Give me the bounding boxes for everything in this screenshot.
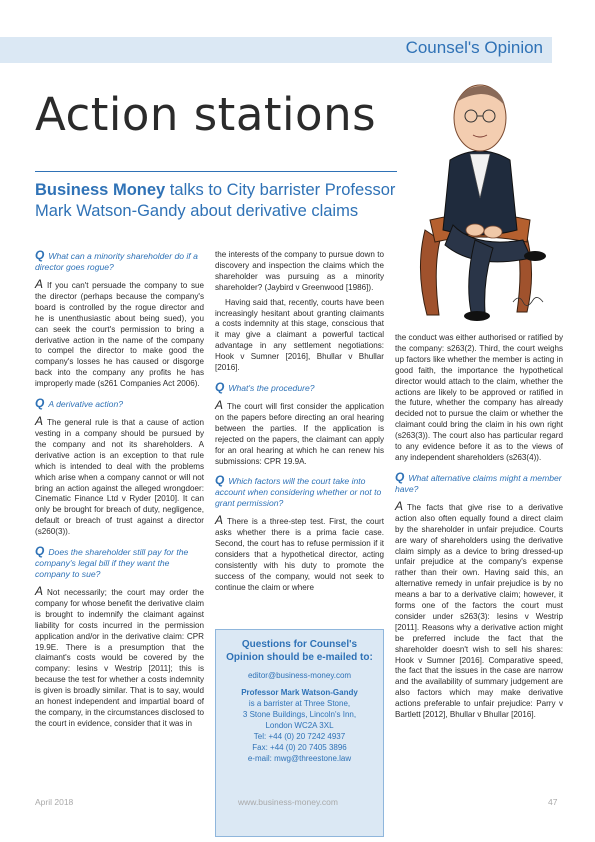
question-marker: Q	[35, 544, 45, 559]
contact-line-2: 3 Stone Buildings, Lincoln's Inn,	[242, 710, 357, 719]
footer-date: April 2018	[35, 797, 74, 807]
standfirst-brand: Business Money	[35, 181, 166, 199]
question-2: Q A derivative action?	[35, 396, 124, 411]
title-divider	[35, 171, 397, 172]
contact-line-3: London WC2A 3XL	[265, 721, 334, 730]
answer-marker: A	[35, 584, 44, 599]
barrister-caricature-illustration	[405, 80, 555, 330]
question-6: Q What alternative claims might a member have?	[395, 469, 562, 494]
standfirst-text: talks to City barrister Professor Mark Watson-Gandy about derivative claims	[35, 181, 396, 220]
question-1: Q What can a minority shareholder do if a director goes rogue?	[35, 248, 198, 272]
answer-4: A The court will first consider the application on the papers before directing an oral hearing between the parties. If the application is rejected on the papers, the claimant can apply for an oral hearing at which he can renew his submissions: CPR 19.9A.	[215, 397, 384, 466]
footer-website[interactable]: www.business-money.com	[238, 797, 338, 807]
question-4: Q What's the procedure?	[215, 379, 315, 394]
question-marker: Q	[35, 248, 45, 262]
column-2	[215, 250, 384, 598]
contact-line-1: is a barrister at Three Stone,	[248, 699, 351, 708]
answer-3: A Not necessarily; the court may order the company for whose benefit the derivative claim is brought to indemnify the claimant against liability for costs incurred in the permission application and/or in the derivative claim: CPR 19.9E. There is a presumption that the claimant's costs would be covered by the company: Iesins v Westrip [2011]; this is because the test for whether a costs indemnity is given is broadly similar. That is to say, would an honest independent and impartial board of the company, in the circumstances disclosed to the court in evidence, consider that it was in	[35, 584, 205, 728]
question-5: Q Which factors will the court take into account when considering whether or not to grant permission?	[215, 473, 382, 509]
standfirst	[35, 180, 425, 222]
answer-3-continued: the interests of the company to pursue down to discovery and inspection the claims which the shareholder was pursuing as a minority shareholder? (Jaybird v Greenwood [1986]).	[215, 250, 384, 292]
answer-marker: A	[35, 277, 44, 291]
answer-5-continued: the conduct was either authorised or ratified by the company: s263(2). Third, the court weighs up factors like whether the member is acting in good faith, the importance the hypothetical director would attach to the claim, whether the actions are likely to be approved or ratified in the future, whether the company has already decided not to pursue the claim or whether the claimant could bring the claim in his own right (s263(3)). The court also has particular regard to any evidence before it as to the views of any independent shareholders (s263(4)).	[395, 333, 563, 462]
column-1	[35, 250, 204, 734]
section-title: Counsel's Opinion	[405, 38, 543, 57]
question-marker: Q	[395, 469, 405, 484]
contact-email[interactable]: e-mail: mwg@threestone.law	[247, 754, 352, 763]
question-3: Q Does the shareholder still pay for the company's legal bill if they want the company to sue?	[35, 544, 189, 580]
contact-editor-email[interactable]: editor@business-money.com	[247, 671, 352, 680]
page-title: Action stations	[35, 88, 377, 141]
contact-barrister-name: Professor Mark Watson-Gandy	[241, 688, 358, 697]
question-marker: Q	[35, 396, 45, 411]
contact-tel: Tel: +44 (0) 20 7242 4937	[253, 732, 346, 741]
answer-6: A The facts that give rise to a derivative action also often equally found a direct claim by the shareholder in unfair prejudice. Courts are wary of shareholders using the derivative claim simply as a device to bring dressed-up unfair prejudice at the company's expense rather than their own. Having said this, an alternative remedy in unfair prejudice is by no means a bar to a derivative claim; however, it forms one of the factors the court must consider under s263(3): Iesins v Westrip [2011]. Reasons why a derivative action might be preferred include the fact that the shareholder doesn't wish to sell his shares: Hook v Sumner [2016]. Comparative speed, the fact that the issues in the case are narrow and the availability of summary judgement are also factors which may make derivative actions preferable to unfair prejudice: Parry v Bartlett [2012], Bhullar v Bhullar [2016].	[395, 498, 563, 720]
answer-marker: A	[215, 397, 224, 412]
answer-3-paragraph-2: Having said that, recently, courts have been increasingly hesitant about granting claimants a costs indemnity at this stage, conscious that it may give a claimant a powerful tactical advantage in any settlement negotiations: Hook v Sumner [2016], Bhullar v Bhullar [2016].	[215, 297, 384, 373]
contact-box-title: Questions for Counsel's Opinion should be e-mailed to:	[226, 639, 373, 663]
answer-marker: A	[215, 513, 224, 528]
answer-2: A The general rule is that a cause of action vesting in a company should be pursued by the company and not its shareholders. A derivative action is an exception to that rule which is intended to deal with the problems which arise when a company cannot or will not bring an action against the alleged wrongdoer: Cinematic Finance Ltd v Ryder [2010]. It can only be brought for breach of duty, negligence, default or breach of trust against a director (s260(3)).	[35, 414, 204, 537]
answer-marker: A	[35, 414, 44, 429]
question-marker: Q	[215, 379, 225, 394]
column-3	[395, 333, 563, 725]
answer-1: A If you can't persuade the company to sue the director (perhaps because the company's board is controlled by the rogue director and he is unenthusiastic about being sued), you can seek the court's permission to bring a derivative action in the name of the company to compel the director to make good the company's losses he has caused or disgorge back into the company any profits he has improperly made (s261 Companies Act 2006).	[35, 277, 204, 389]
answer-5: A There is a three-step test. First, the court asks whether there is a prima facie case. Second, the court has to refuse permission if it considers that a hypothetical director, acting consistently with his duty to promote the success of the company, would not seek to continue the claim or where	[215, 513, 384, 592]
question-marker: Q	[215, 473, 225, 488]
contact-fax: Fax: +44 (0) 20 7405 3896	[252, 743, 347, 752]
page-number: 47	[548, 797, 558, 807]
answer-marker: A	[395, 498, 404, 513]
